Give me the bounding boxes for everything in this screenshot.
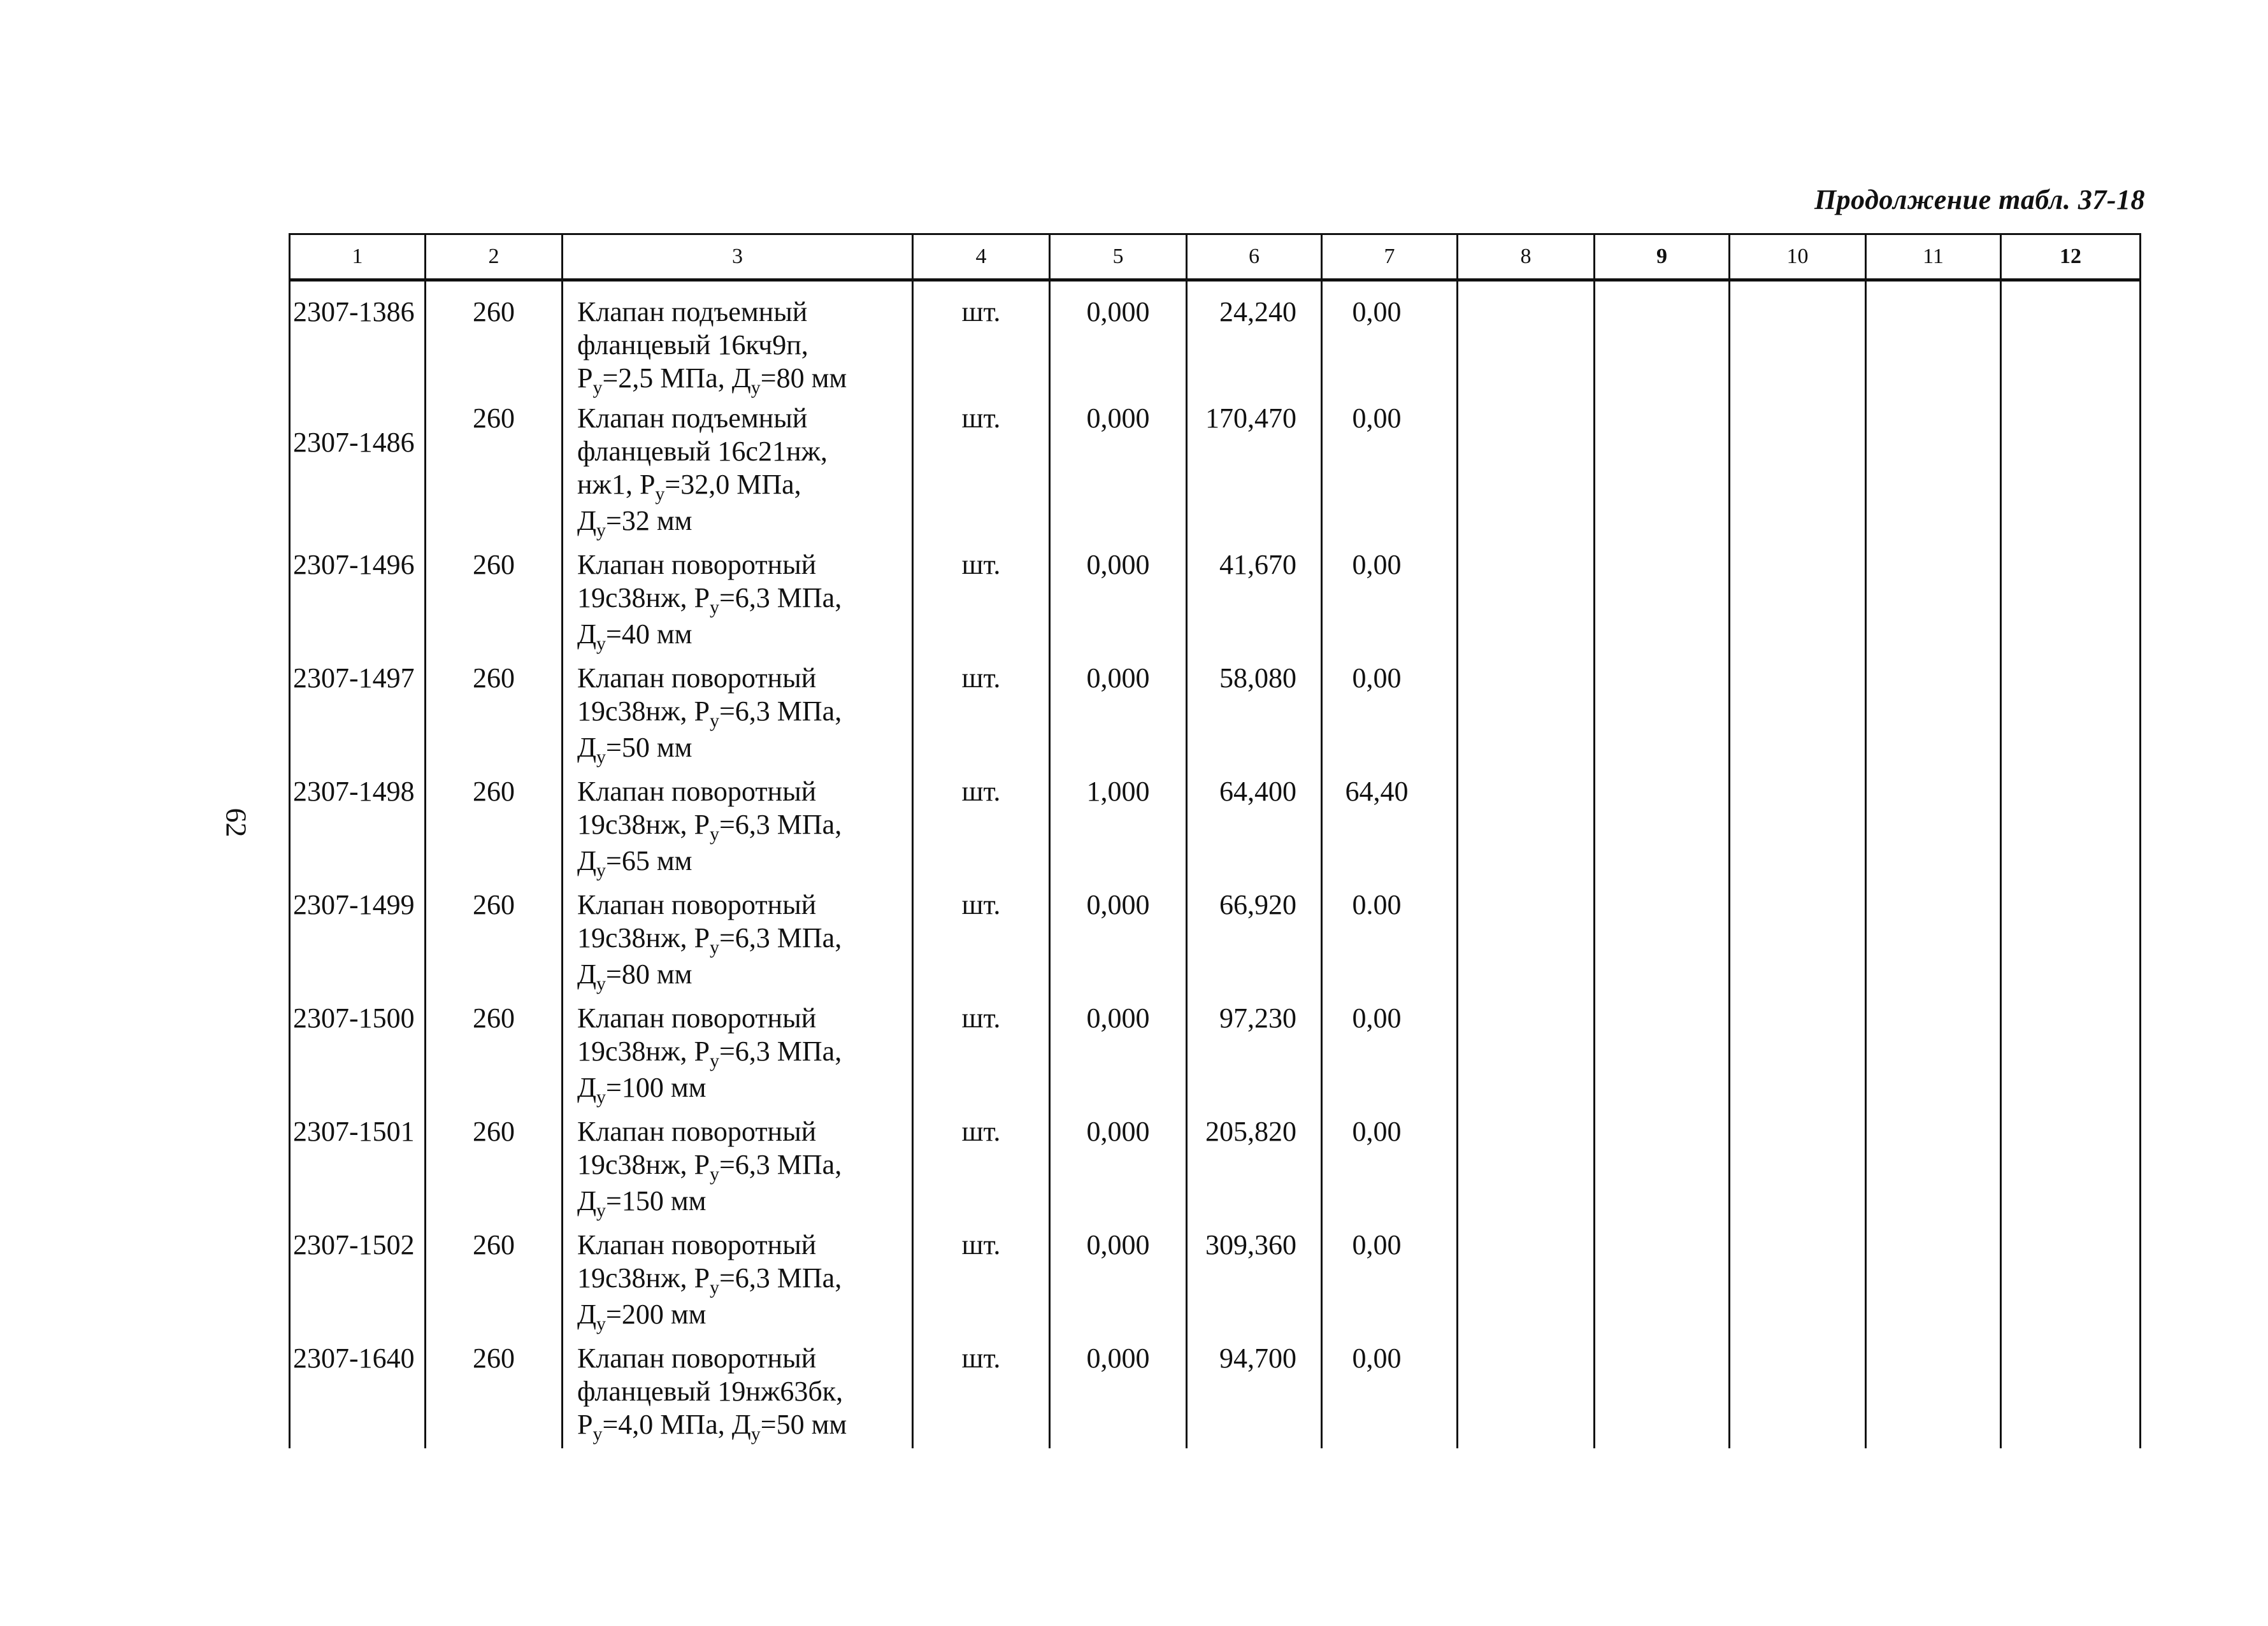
- table-row: [290, 280, 2141, 399]
- item-name-text: Клапан поворотный: [577, 889, 817, 920]
- item-name-line: [577, 845, 912, 881]
- item-name-text: =40 мм: [606, 618, 693, 650]
- section-number-cell: 260: [426, 1225, 563, 1338]
- item-name-line: [577, 618, 912, 654]
- item-name-text: Клапан поворотный: [577, 1343, 817, 1374]
- table-row: [290, 398, 2141, 545]
- item-name-line: [577, 775, 912, 808]
- item-name-line: [577, 695, 912, 731]
- item-name-text: =50 мм: [760, 1409, 847, 1440]
- item-name-line: [577, 468, 912, 504]
- column-header: 2: [426, 234, 563, 280]
- subscript-text: у: [596, 520, 606, 541]
- item-name-text: фланцевый 16с21нж,: [577, 436, 828, 467]
- item-name-line: [577, 1035, 912, 1071]
- item-name-line: [577, 922, 912, 958]
- empty-cell: [1458, 1111, 1595, 1225]
- item-name-text: Д: [577, 959, 597, 990]
- section-number-cell: 260: [426, 545, 563, 658]
- empty-cell: [2001, 398, 2141, 545]
- item-name-text: Д: [577, 618, 597, 650]
- item-name-text: =2,5 МПа, Д: [602, 362, 751, 394]
- total-cell: 0,00: [1322, 1111, 1458, 1225]
- item-name-text: Д: [577, 505, 597, 536]
- total-cell: 0,00: [1322, 398, 1458, 545]
- item-name-cell: [563, 771, 913, 885]
- column-header: 6: [1187, 234, 1322, 280]
- item-code-cell: 2307-1496: [290, 545, 426, 658]
- empty-cell: [1595, 545, 1730, 658]
- quantity-cell: 0,000: [1050, 658, 1187, 771]
- item-name-line: [577, 1071, 912, 1108]
- item-name-line: [577, 548, 912, 581]
- item-name-text: 19с38нж, Р: [577, 1036, 710, 1067]
- subscript-text: у: [592, 1423, 603, 1444]
- empty-cell: [1866, 885, 2001, 998]
- item-name-line: [577, 504, 912, 541]
- total-cell: 0,00: [1322, 1225, 1458, 1338]
- item-name-text: Д: [577, 1299, 597, 1330]
- quantity-cell: 0,000: [1050, 545, 1187, 658]
- item-code-cell: 2307-1498: [290, 771, 426, 885]
- item-name-text: =80 мм: [760, 362, 847, 394]
- empty-cell: [1866, 545, 2001, 658]
- quantity-cell: 1,000: [1050, 771, 1187, 885]
- item-name-text: =4,0 МПа, Д: [602, 1409, 751, 1440]
- section-number-cell: 260: [426, 771, 563, 885]
- total-cell: 0,00: [1322, 1338, 1458, 1448]
- empty-cell: [1866, 1338, 2001, 1448]
- item-name-text: =200 мм: [606, 1299, 707, 1330]
- item-name-line: [577, 1375, 912, 1408]
- empty-cell: [1595, 885, 1730, 998]
- column-header: 11: [1866, 234, 2001, 280]
- price-cell: 24,240: [1187, 280, 1322, 399]
- section-number-cell: 260: [426, 1111, 563, 1225]
- item-name-text: нж1, Р: [577, 469, 656, 500]
- section-number-cell: 260: [426, 885, 563, 998]
- item-name-text: =6,3 МПа,: [719, 1036, 842, 1067]
- item-code-cell: 2307-1499: [290, 885, 426, 998]
- item-name-text: Клапан поворотный: [577, 1116, 817, 1147]
- empty-cell: [1866, 1111, 2001, 1225]
- empty-cell: [1866, 1225, 2001, 1338]
- empty-cell: [1730, 398, 1866, 545]
- column-header: 5: [1050, 234, 1187, 280]
- item-name-text: =6,3 МПа,: [719, 695, 842, 727]
- item-name-cell: [563, 998, 913, 1111]
- item-name-text: фланцевый 16кч9п,: [577, 329, 808, 360]
- item-name-text: 19с38нж, Р: [577, 809, 710, 840]
- price-cell: 205,820: [1187, 1111, 1322, 1225]
- item-name-line: [577, 1298, 912, 1334]
- item-name-line: [577, 808, 912, 845]
- empty-cell: [1458, 885, 1595, 998]
- empty-cell: [1730, 771, 1866, 885]
- item-code-cell: 2307-1640: [290, 1338, 426, 1448]
- item-name-text: =32,0 МПа,: [664, 469, 801, 500]
- unit-cell: шт.: [913, 545, 1050, 658]
- subscript-text: у: [750, 1423, 761, 1444]
- subscript-text: у: [709, 710, 719, 731]
- empty-cell: [1458, 280, 1595, 399]
- unit-cell: шт.: [913, 280, 1050, 399]
- item-name-text: Д: [577, 1072, 597, 1103]
- subscript-text: у: [596, 1087, 606, 1108]
- subscript-text: у: [596, 746, 606, 767]
- table-row: [290, 1338, 2141, 1448]
- empty-cell: [1458, 398, 1595, 545]
- total-cell: 0,00: [1322, 998, 1458, 1111]
- section-number-cell: 260: [426, 658, 563, 771]
- column-header: 7: [1322, 234, 1458, 280]
- empty-cell: [2001, 545, 2141, 658]
- table-row: [290, 1111, 2141, 1225]
- column-header: 10: [1730, 234, 1866, 280]
- item-name-line: [577, 362, 912, 398]
- item-name-text: Р: [577, 1409, 593, 1440]
- item-name-text: =50 мм: [606, 732, 693, 763]
- item-name-line: [577, 581, 912, 618]
- subscript-text: у: [596, 1200, 606, 1221]
- quantity-cell: 0,000: [1050, 398, 1187, 545]
- item-name-line: [577, 662, 912, 695]
- item-code-cell: 2307-1497: [290, 658, 426, 771]
- empty-cell: [2001, 1338, 2141, 1448]
- item-name-line: [577, 402, 912, 435]
- item-name-cell: [563, 885, 913, 998]
- empty-cell: [1866, 398, 2001, 545]
- item-name-line: [577, 435, 912, 468]
- empty-cell: [2001, 998, 2141, 1111]
- unit-cell: шт.: [913, 1338, 1050, 1448]
- quantity-cell: 0,000: [1050, 1338, 1187, 1448]
- subscript-text: у: [709, 1164, 719, 1185]
- item-code-cell: 2307-1500: [290, 998, 426, 1111]
- item-name-text: Р: [577, 362, 593, 394]
- subscript-text: у: [655, 483, 665, 504]
- empty-cell: [1730, 1225, 1866, 1338]
- item-name-text: =6,3 МПа,: [719, 922, 842, 953]
- subscript-text: у: [709, 824, 719, 845]
- unit-cell: шт.: [913, 658, 1050, 771]
- empty-cell: [1458, 1225, 1595, 1338]
- subscript-text: у: [709, 597, 719, 618]
- item-name-line: [577, 731, 912, 767]
- empty-cell: [1595, 280, 1730, 399]
- empty-cell: [1595, 1338, 1730, 1448]
- subscript-text: у: [592, 377, 603, 398]
- item-name-line: [577, 1408, 912, 1444]
- subscript-text: у: [709, 937, 719, 958]
- column-header: 9: [1595, 234, 1730, 280]
- empty-cell: [1458, 771, 1595, 885]
- item-name-cell: [563, 1338, 913, 1448]
- item-name-cell: [563, 398, 913, 545]
- price-cell: 170,470: [1187, 398, 1322, 545]
- item-name-cell: [563, 658, 913, 771]
- empty-cell: [1730, 1338, 1866, 1448]
- subscript-text: у: [596, 973, 606, 994]
- column-header: 8: [1458, 234, 1595, 280]
- item-name-text: =150 мм: [606, 1185, 707, 1216]
- item-name-text: 19с38нж, Р: [577, 1149, 710, 1180]
- item-name-text: =80 мм: [606, 959, 693, 990]
- price-table-container: [289, 233, 2139, 1444]
- item-name-line: [577, 1342, 912, 1375]
- empty-cell: [2001, 1225, 2141, 1338]
- section-number-cell: 260: [426, 998, 563, 1111]
- table-row: [290, 658, 2141, 771]
- item-name-text: =32 мм: [606, 505, 693, 536]
- empty-cell: [2001, 885, 2141, 998]
- item-name-text: 19с38нж, Р: [577, 922, 710, 953]
- subscript-text: у: [596, 633, 606, 654]
- empty-cell: [1458, 545, 1595, 658]
- unit-cell: шт.: [913, 771, 1050, 885]
- total-cell: 0,00: [1322, 658, 1458, 771]
- empty-cell: [1730, 545, 1866, 658]
- item-name-text: Клапан поворотный: [577, 549, 817, 580]
- item-code-cell: 2307-1501: [290, 1111, 426, 1225]
- empty-cell: [1730, 885, 1866, 998]
- unit-cell: шт.: [913, 885, 1050, 998]
- empty-cell: [1595, 1225, 1730, 1338]
- empty-cell: [1595, 1111, 1730, 1225]
- subscript-text: у: [596, 860, 606, 881]
- empty-cell: [1595, 998, 1730, 1111]
- item-name-text: =6,3 МПа,: [719, 582, 842, 613]
- item-name-line: [577, 958, 912, 994]
- subscript-text: у: [709, 1050, 719, 1071]
- item-name-cell: [563, 1225, 913, 1338]
- empty-cell: [1866, 658, 2001, 771]
- empty-cell: [2001, 658, 2141, 771]
- table-row: [290, 998, 2141, 1111]
- total-cell: 0,00: [1322, 545, 1458, 658]
- empty-cell: [1730, 1111, 1866, 1225]
- item-name-line: [577, 1229, 912, 1262]
- subscript-text: у: [750, 377, 761, 398]
- unit-cell: шт.: [913, 998, 1050, 1111]
- empty-cell: [1458, 1338, 1595, 1448]
- item-code-cell: 2307-1486: [290, 398, 426, 545]
- item-name-text: =6,3 МПа,: [719, 1149, 842, 1180]
- unit-cell: шт.: [913, 1111, 1050, 1225]
- empty-cell: [1730, 280, 1866, 399]
- unit-cell: шт.: [913, 1225, 1050, 1338]
- section-number-cell: 260: [426, 280, 563, 399]
- table-continuation-caption: Продолжение табл. 37-18: [1814, 184, 2145, 215]
- item-name-cell: [563, 280, 913, 399]
- column-header: 12: [2001, 234, 2141, 280]
- column-header: 1: [290, 234, 426, 280]
- item-name-line: [577, 1115, 912, 1148]
- empty-cell: [1730, 658, 1866, 771]
- table-row: [290, 545, 2141, 658]
- item-name-line: [577, 1185, 912, 1221]
- quantity-cell: 0,000: [1050, 998, 1187, 1111]
- empty-cell: [1595, 771, 1730, 885]
- quantity-cell: 0,000: [1050, 1225, 1187, 1338]
- page-number: 62: [220, 808, 253, 838]
- item-name-text: Клапан поворотный: [577, 776, 817, 807]
- quantity-cell: 0,000: [1050, 885, 1187, 998]
- item-name-text: =100 мм: [606, 1072, 707, 1103]
- item-name-text: 19с38нж, Р: [577, 695, 710, 727]
- subscript-text: у: [709, 1277, 719, 1298]
- price-cell: 309,360: [1187, 1225, 1322, 1338]
- item-name-line: [577, 1148, 912, 1185]
- empty-cell: [1866, 771, 2001, 885]
- column-header: 3: [563, 234, 913, 280]
- item-name-cell: [563, 1111, 913, 1225]
- item-name-text: 19с38нж, Р: [577, 1262, 710, 1294]
- item-name-text: Д: [577, 1185, 597, 1216]
- item-name-text: Д: [577, 732, 597, 763]
- empty-cell: [1730, 998, 1866, 1111]
- price-cell: 94,700: [1187, 1338, 1322, 1448]
- item-name-text: Клапан поворотный: [577, 662, 817, 694]
- empty-cell: [2001, 771, 2141, 885]
- item-code-cell: 2307-1386: [290, 280, 426, 399]
- item-name-text: =6,3 МПа,: [719, 809, 842, 840]
- empty-cell: [1866, 998, 2001, 1111]
- column-number-header-row: [290, 234, 2141, 280]
- price-cell: 64,400: [1187, 771, 1322, 885]
- item-name-text: Клапан подъемный: [577, 296, 808, 327]
- subscript-text: у: [596, 1313, 606, 1334]
- item-name-text: Клапан поворотный: [577, 1229, 817, 1260]
- item-name-line: [577, 888, 912, 922]
- item-name-line: [577, 1002, 912, 1035]
- table-row: [290, 1225, 2141, 1338]
- section-number-cell: 260: [426, 1338, 563, 1448]
- price-cell: 97,230: [1187, 998, 1322, 1111]
- item-name-text: Клапан поворотный: [577, 1002, 817, 1034]
- quantity-cell: 0,000: [1050, 280, 1187, 399]
- item-name-line: [577, 329, 912, 362]
- empty-cell: [1458, 658, 1595, 771]
- total-cell: 64,40: [1322, 771, 1458, 885]
- empty-cell: [2001, 1111, 2141, 1225]
- table-row: [290, 885, 2141, 998]
- item-name-text: Д: [577, 845, 597, 876]
- column-header: 4: [913, 234, 1050, 280]
- empty-cell: [1866, 280, 2001, 399]
- table-body: [290, 280, 2141, 1449]
- unit-cell: шт.: [913, 398, 1050, 545]
- item-name-text: 19с38нж, Р: [577, 582, 710, 613]
- price-cell: 41,670: [1187, 545, 1322, 658]
- quantity-cell: 0,000: [1050, 1111, 1187, 1225]
- item-name-line: [577, 296, 912, 329]
- item-name-text: фланцевый 19нж63бк,: [577, 1376, 843, 1407]
- item-code-cell: 2307-1502: [290, 1225, 426, 1338]
- empty-cell: [2001, 280, 2141, 399]
- table-row: [290, 771, 2141, 885]
- item-name-text: Клапан подъемный: [577, 403, 808, 434]
- price-cell: 58,080: [1187, 658, 1322, 771]
- section-number-cell: 260: [426, 398, 563, 545]
- item-name-cell: [563, 545, 913, 658]
- total-cell: 0,00: [1322, 280, 1458, 399]
- empty-cell: [1595, 398, 1730, 545]
- empty-cell: [1595, 658, 1730, 771]
- total-cell: 0.00: [1322, 885, 1458, 998]
- price-cell: 66,920: [1187, 885, 1322, 998]
- item-name-text: =65 мм: [606, 845, 693, 876]
- item-name-text: =6,3 МПа,: [719, 1262, 842, 1294]
- item-name-line: [577, 1262, 912, 1298]
- price-table: [289, 233, 2141, 1448]
- empty-cell: [1458, 998, 1595, 1111]
